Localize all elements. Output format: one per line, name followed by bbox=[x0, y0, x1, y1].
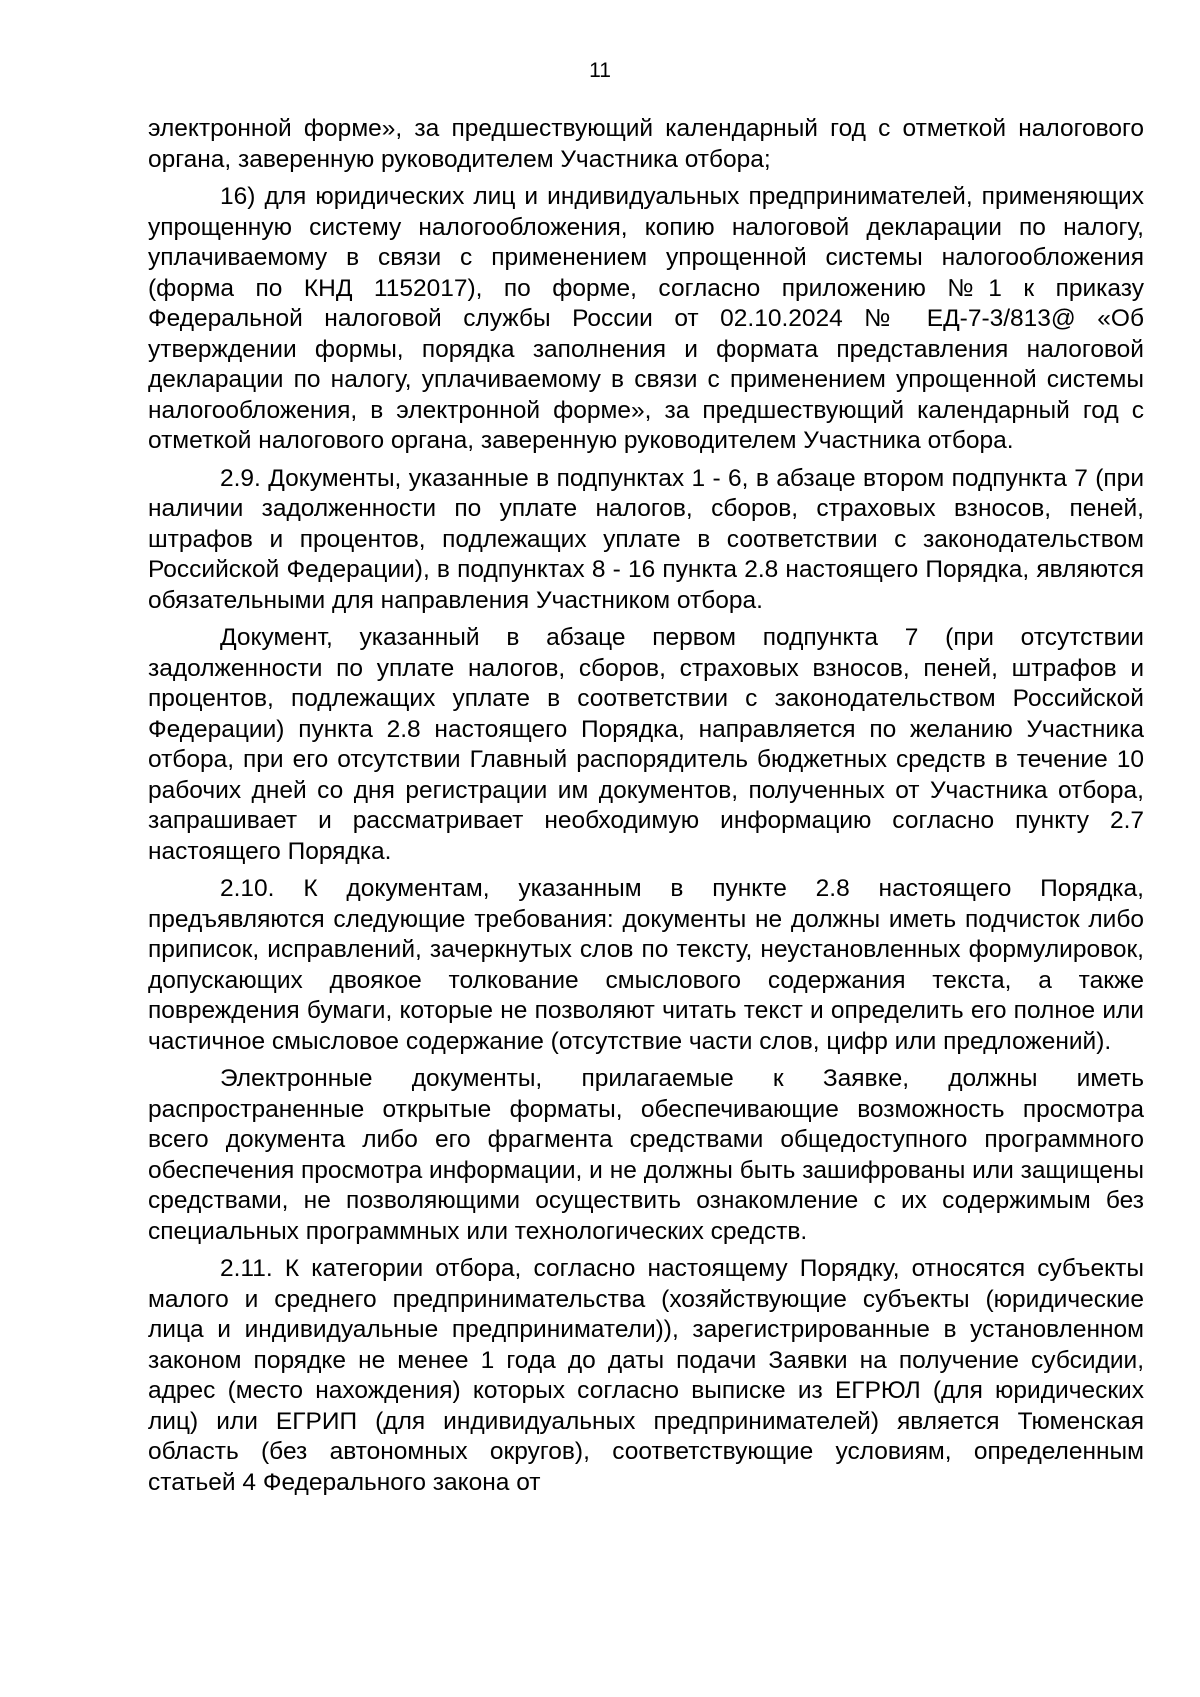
paragraph-section-2-9: 2.9. Документы, указанные в подпунктах 1 - 6, в абзаце втором подпункта 7 (при наличии задолженности по уплате налогов, сборов, страховых взносов, пеней, штрафов и процентов, подлежащих уплате в соответствии с законодательством Российской Федерации), в подпунктах 8 - 16 пункта 2.8 настоящего Порядка, являются обязательными для направления Участником отбора. bbox=[148, 464, 1144, 614]
paragraph-item-16: 16) для юридических лиц и индивидуальных предпринимателей, применяющих упрощенную систему налогообложения, копию налоговой декларации по налогу, уплачиваемому в связи с применением упрощенной системы налогообложения (форма по КНД 1152017), по форме, согласно приложению №1 к приказу Федеральной налоговой службы России от 02.10.2024 № ЕД-7-3/813@ «Об утверждении формы, порядка заполнения и формата представления налоговой декларации по налогу, уплачиваемому в связи с применением упрощенной системы налогообложения, в электронной форме», за предшествующий календарный год с отметкой налогового органа, заверенную руководителем Участника отбора. bbox=[148, 183, 1144, 454]
paragraph-continuation: электронной форме», за предшествующий календарный год с отметкой налогового органа, заверенную руководителем Участника отбора; bbox=[148, 115, 1144, 173]
paragraph-section-2-10: 2.10. К документам, указанным в пункте 2.8 настоящего Порядка, предъявляются следующие требования: документы не должны иметь подчисток либо приписок, исправлений, зачеркнутых слов по тексту, неустановленных формулировок, допускающих двоякое толкование смыслового содержания текста, а также повреждения бумаги, которые не позволяют читать текст и определить его полное или частичное смысловое содержание (отсутствие части слов, цифр или предложений). bbox=[148, 875, 1144, 1055]
paragraph-section-2-10-second: Электронные документы, прилагаемые к Заявке, должны иметь распространенные открытые форматы, обеспечивающие возможность просмотра всего документа либо его фрагмента средствами общедоступного программного обеспечения просмотра информации, и не должны быть зашифрованы или защищены средствами, не позволяющими осуществить ознакомление с их содержимым без специальных программных или технологических средств. bbox=[148, 1065, 1144, 1245]
paragraph-section-2-9-second: Документ, указанный в абзаце первом подпункта 7 (при отсутствии задолженности по уплате налогов, сборов, страховых взносов, пеней, штрафов и процентов, подлежащих уплате в соответствии с законодательством Российской Федерации) пункта 2.8 настоящего Порядка, направляется по желанию Участника отбора, при его отсутствии Главный распорядитель бюджетных средств в течение 10 рабочих дней со дня регистрации им документов, полученных от Участника отбора, запрашивает и рассматривает необходимую информацию согласно пункту 2.7 настоящего Порядка. bbox=[148, 624, 1144, 865]
paragraph-section-2-11: 2.11. К категории отбора, согласно настоящему Порядку, относятся субъекты малого и среднего предпринимательства (хозяйствующие субъекты (юридические лица и индивидуальные предприниматели)), зарегистрированные в установленном законом порядке не менее 1 года до даты подачи Заявки на получение субсидии, адрес (место нахождения) которых согласно выписке из ЕГРЮЛ (для юридических лиц) или ЕГРИП (для индивидуальных предпринимателей) является Тюменская область (без автономных округов), соответствующие условиям, определенным статьей 4 Федерального закона от bbox=[148, 1255, 1144, 1496]
document-body bbox=[148, 114, 1144, 1505]
page-number: 11 bbox=[589, 59, 611, 82]
